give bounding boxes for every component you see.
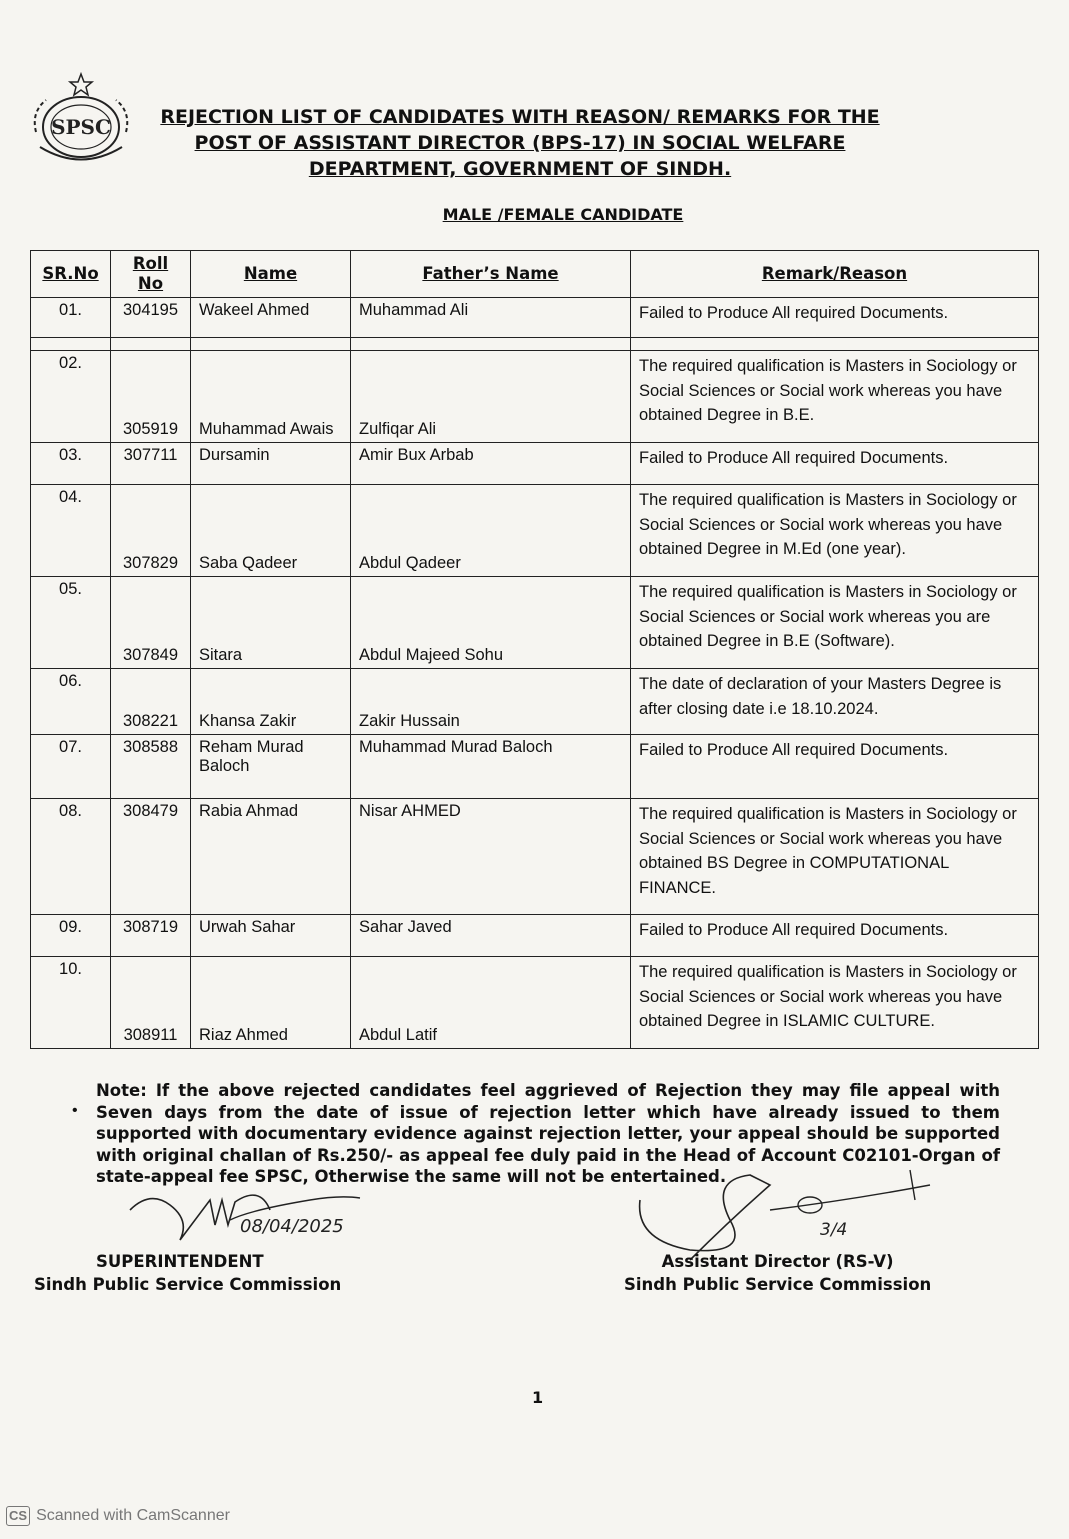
cell-father: Sahar Javed (351, 915, 631, 957)
cell-sr: 05. (31, 577, 111, 669)
document-subtitle: MALE /FEMALE CANDIDATE (442, 205, 684, 224)
table-spacer-row (31, 338, 1039, 351)
cell-father: Muhammad Ali (351, 298, 631, 338)
table-row (31, 957, 1039, 1049)
cell-sr: 06. (31, 669, 111, 735)
bullet-mark: • (72, 1102, 78, 1119)
table-header-row (31, 251, 1039, 298)
cell-name: Saba Qadeer (191, 485, 351, 577)
cell-father: Abdul Qadeer (351, 485, 631, 577)
superintendent-signature (110, 1180, 370, 1260)
cell-father: Muhammad Murad Baloch (351, 735, 631, 799)
assistant-director-org: Sindh Public Service Commission (624, 1275, 932, 1294)
cell-roll: 307829 (111, 485, 191, 577)
cell-remark: The required qualification is Masters in Sociology or Social Sciences or Social work whereas you are obtained Degree in B.E (Software). (631, 577, 1039, 669)
cell-name: Rabia Ahmad (191, 799, 351, 915)
cell-father: Zulfiqar Ali (351, 351, 631, 443)
cell-remark: Failed to Produce All required Documents. (631, 443, 1039, 485)
cell-remark: The date of declaration of your Masters Degree is after closing date i.e 18.10.2024. (631, 669, 1039, 735)
cell-name: Urwah Sahar (191, 915, 351, 957)
table-row (31, 577, 1039, 669)
svg-text:3/4: 3/4 (820, 1220, 848, 1240)
cell-sr: 08. (31, 799, 111, 915)
cell-roll: 308221 (111, 669, 191, 735)
cell-name: Sitara (191, 577, 351, 669)
page-number: 1 (532, 1388, 544, 1407)
cell-roll: 308719 (111, 915, 191, 957)
cell-sr: 04. (31, 485, 111, 577)
cell-remark: The required qualification is Masters in Sociology or Social Sciences or Social work whereas you have obtained Degree in B.E. (631, 351, 1039, 443)
table-row (31, 443, 1039, 485)
camscanner-watermark (6, 1506, 230, 1526)
cell-sr: 02. (31, 351, 111, 443)
header-sr-no: SR.No (31, 251, 111, 298)
cell-sr: 01. (31, 298, 111, 338)
table-row (31, 735, 1039, 799)
cell-sr: 09. (31, 915, 111, 957)
table-row (31, 485, 1039, 577)
superintendent-block (34, 1250, 341, 1296)
cell-remark: Failed to Produce All required Documents. (631, 298, 1039, 338)
spsc-logo (26, 72, 136, 172)
cell-father: Abdul Majeed Sohu (351, 577, 631, 669)
cell-name: Wakeel Ahmed (191, 298, 351, 338)
cell-remark: Failed to Produce All required Documents. (631, 735, 1039, 799)
header-name: Name (191, 251, 351, 298)
table-row (31, 669, 1039, 735)
cell-father: Amir Bux Arbab (351, 443, 631, 485)
cell-remark: Failed to Produce All required Documents. (631, 915, 1039, 957)
cell-roll: 305919 (111, 351, 191, 443)
rejection-table (30, 250, 1039, 1049)
cell-remark: The required qualification is Masters in Sociology or Social Sciences or Social work whereas you have obtained BS Degree in COMPUTATIONAL FINANCE. (631, 799, 1039, 915)
table-row (31, 915, 1039, 957)
cell-remark: The required qualification is Masters in Sociology or Social Sciences or Social work whereas you have obtained Degree in ISLAMIC CULTURE. (631, 957, 1039, 1049)
cell-sr: 03. (31, 443, 111, 485)
cell-sr: 10. (31, 957, 111, 1049)
assistant-director-title: Assistant Director (RS-V) (661, 1252, 894, 1271)
header-roll-no: Roll No (111, 251, 191, 298)
cell-roll: 304195 (111, 298, 191, 338)
cell-name: Dursamin (191, 443, 351, 485)
camscanner-text: Scanned with CamScanner (36, 1507, 230, 1524)
cell-father: Abdul Latif (351, 957, 631, 1049)
appeal-note: Note: If the above rejected candidates feel aggrieved of Rejection they may file appeal with Seven days from the date of issue of rejection letter which have already issued to them supported with documentary evidence against rejection letter, your appeal should be supported with original challan of Rs.250/- as appeal fee duly paid in the Head of Account C02101-Organ of state-appeal fee SPSC, Otherwise the same will not be entertained. (96, 1081, 1000, 1186)
table-row (31, 298, 1039, 338)
svg-text:SPSC: SPSC (51, 115, 111, 139)
table-row (31, 799, 1039, 915)
cell-name: Riaz Ahmed (191, 957, 351, 1049)
cell-father: Zakir Hussain (351, 669, 631, 735)
cell-name: Khansa Zakir (191, 669, 351, 735)
cell-roll: 307711 (111, 443, 191, 485)
cell-roll: 308479 (111, 799, 191, 915)
cell-roll: 307849 (111, 577, 191, 669)
cell-roll: 308588 (111, 735, 191, 799)
cell-roll: 308911 (111, 957, 191, 1049)
superintendent-org: Sindh Public Service Commission (34, 1275, 342, 1294)
cell-name: Reham Murad Baloch (191, 735, 351, 799)
cell-sr: 07. (31, 735, 111, 799)
assistant-director-block (624, 1250, 931, 1296)
camscanner-icon: CS (6, 1506, 30, 1526)
cell-remark: The required qualification is Masters in Sociology or Social Sciences or Social work whereas you have obtained Degree in M.Ed (one year). (631, 485, 1039, 577)
cell-name: Muhammad Awais (191, 351, 351, 443)
table-row (31, 351, 1039, 443)
document-title: REJECTION LIST OF CANDIDATES WITH REASON/ REMARKS FOR THE POST OF ASSISTANT DIRECTOR (BPS-17) IN SOCIAL WELFARE DEPARTMENT, GOVERNMENT OF SINDH. (160, 106, 880, 180)
cell-father: Nisar AHMED (351, 799, 631, 915)
svg-text:08/04/2025: 08/04/2025 (240, 1216, 344, 1237)
header-fathers-name: Father’s Name (351, 251, 631, 298)
superintendent-title: SUPERINTENDENT (96, 1252, 264, 1271)
header-remark: Remark/Reason (631, 251, 1039, 298)
